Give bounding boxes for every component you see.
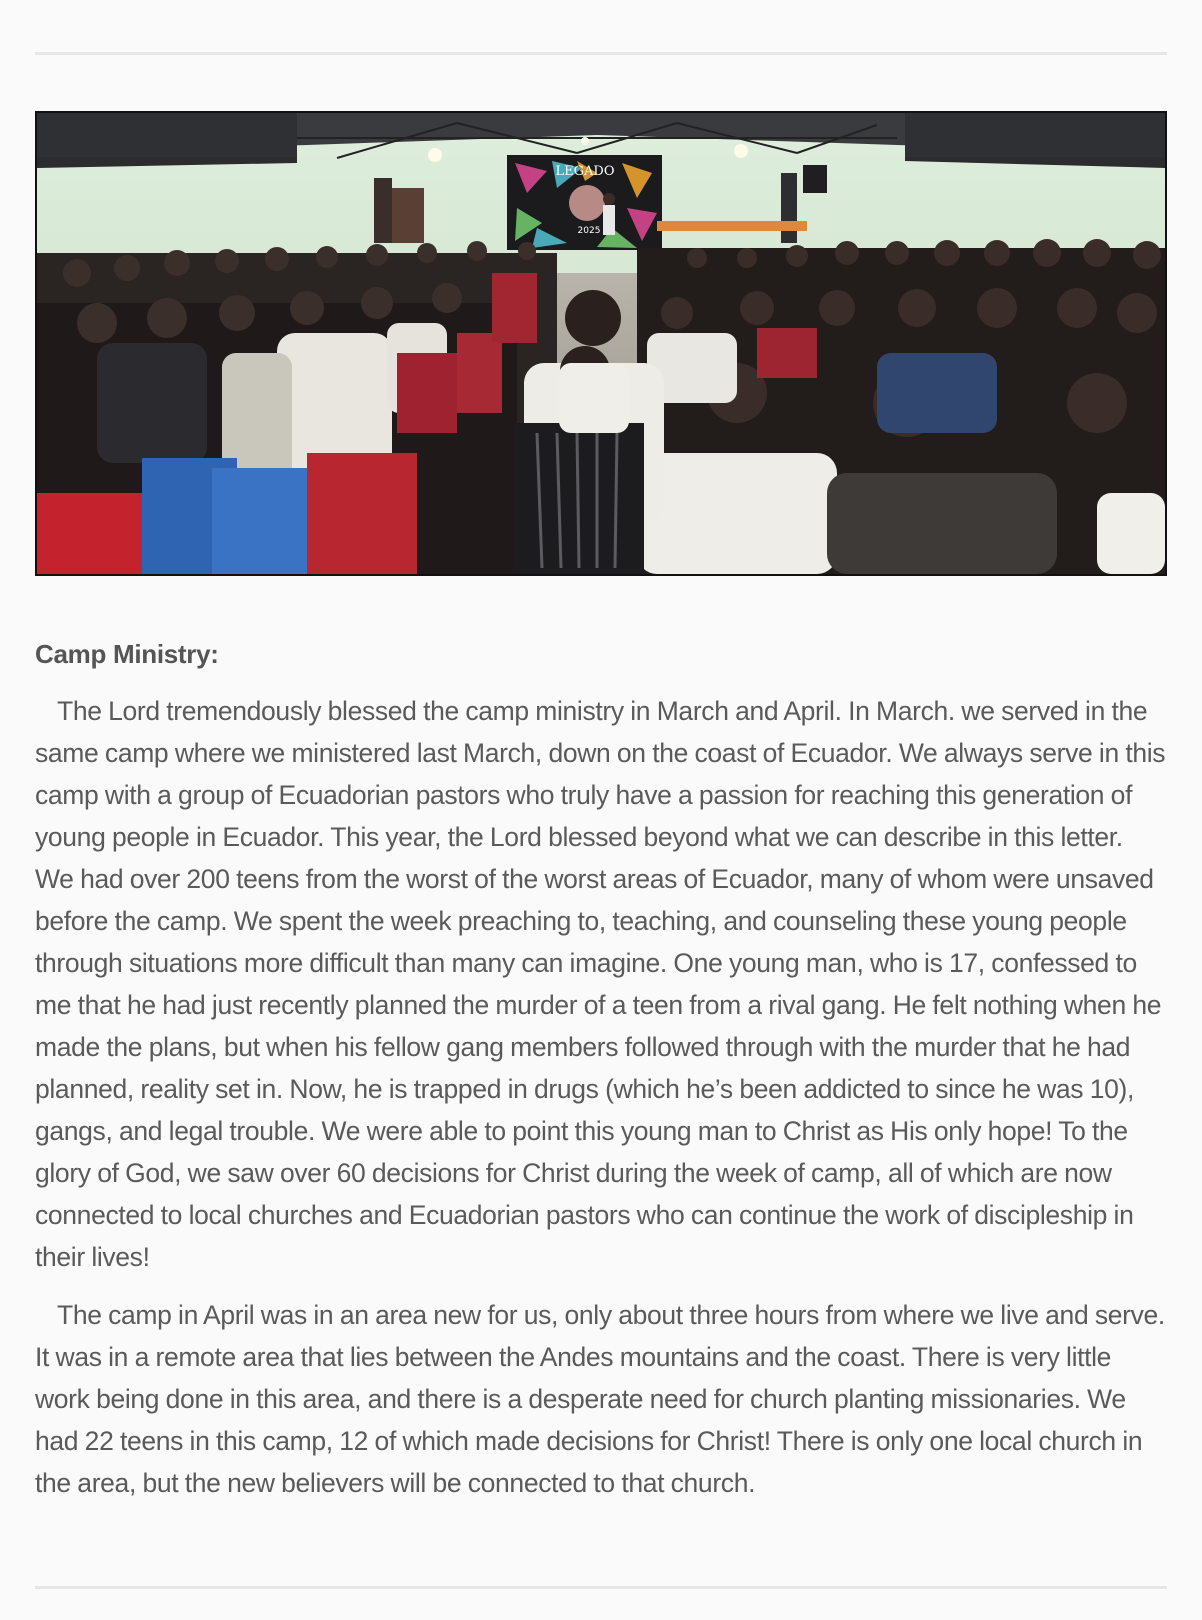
top-divider xyxy=(35,52,1167,55)
banner-text: LEGADO xyxy=(555,164,615,179)
camp-ministry-section xyxy=(35,636,1167,1520)
paragraph-april-camp: The camp in April was in an area new for us, only about three hours from where we live and serve. It was in a remote area that lies between the Andes mountains and the coast. There is very little work being done in this area, and there is a desperate need for church planting missionaries. We had 22 teens in this camp, 12 of which made decisions for Christ! There is only one local church in the area, but the new believers will be connected to that church. xyxy=(35,1300,1165,1498)
section-heading: Camp Ministry: xyxy=(35,639,219,669)
banner-year: 2025 xyxy=(577,226,601,236)
bottom-divider xyxy=(35,1586,1167,1589)
paragraph-march-camp: The Lord tremendously blessed the camp ministry in March and April. In March. we served in the same camp where we ministered last March, down on the coast of Ecuador. We always serve in this camp with a group of Ecuadorian pastors who truly have a passion for reaching this generation of young people in Ecuador. This year, the Lord blessed beyond what we can describe in this letter. We had over 200 teens from the worst of the worst areas of Ecuador, many of whom were unsaved before the camp. We spent the week preaching to, teaching, and counseling these young people through situations more difficult than many can imagine. One young man, who is 17, confessed to me that he had just recently planned the murder of a teen from a rival gang. He felt nothing when he made the plans, but when his fellow gang members followed through with the murder that he had planned, reality set in. Now, he is trapped in drugs (which he’s been addicted to since he was 10), gangs, and legal trouble. We were able to point this young man to Christ as His only hope! To the glory of God, we saw over 60 decisions for Christ during the week of camp, all of which are now connected to local churches and Ecuadorian pastors who can continue the work of discipleship in their lives! xyxy=(35,696,1166,1272)
camp-photo xyxy=(35,111,1167,576)
